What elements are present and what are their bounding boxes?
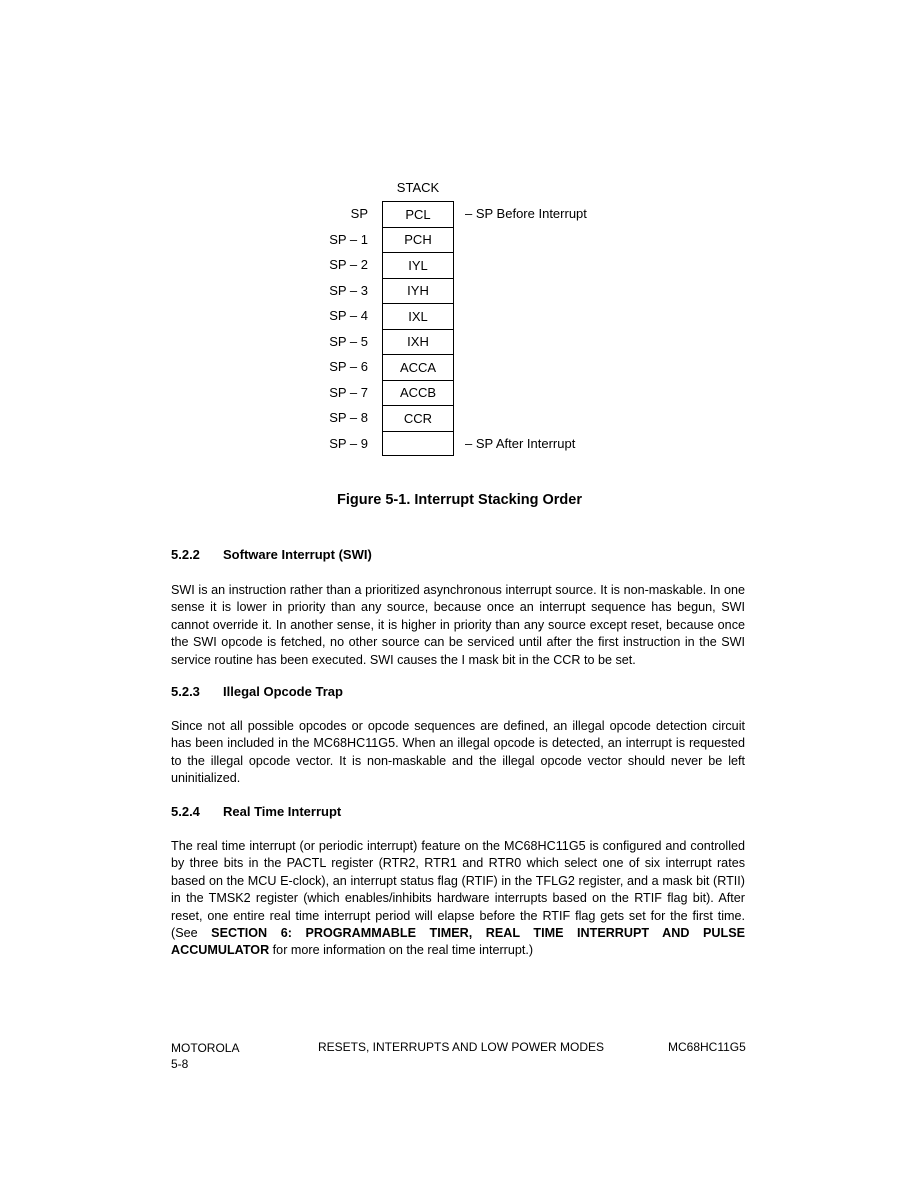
sp-label: SP – 2: [329, 257, 368, 273]
section-cross-reference: SECTION 6: PROGRAMMABLE TIMER, REAL TIME INTERRUPT AND PULSE ACCUMULATOR: [171, 926, 746, 958]
section-paragraph: SWI is an instruction rather than a prioritized asynchronous interrupt source. It is non-maskable. In one sense it is lower in priority than any source, because once an interrupt sequence has begun, SWI cannot override it. In another sense, it is higher in priority than any source except reset, because once the SWI opcode is fetched, no other source can be serviced until after the first instruction in the SWI service routine has been executed. SWI causes the I mask bit in the CCR to be set.: [171, 583, 745, 667]
section-number: 5.2.4: [171, 804, 200, 819]
stack-cell: ACCA: [383, 355, 453, 381]
sp-label: SP – 9: [329, 435, 368, 451]
section-title: Software Interrupt (SWI): [223, 547, 372, 562]
section-heading: [171, 547, 372, 562]
sp-label: SP – 3: [329, 282, 368, 298]
stack-diagram: [382, 201, 454, 456]
stack-cell-empty: [383, 432, 453, 458]
footer-part-number: MC68HC11G5: [668, 1040, 746, 1054]
sp-label: SP – 4: [329, 308, 368, 324]
stack-cell: IXL: [383, 304, 453, 330]
stack-cell: IXH: [383, 330, 453, 356]
sp-label: SP – 6: [329, 359, 368, 375]
stack-cell: CCR: [383, 406, 453, 432]
paragraph-text: The real time interrupt (or periodic interrupt) feature on the MC68HC11G5 is configured and controlled by three bits in the PACTL register (RTR2, RTR1 and RTR0 which select one of six interrupt rates based on the MCU E-clock), an interrupt status flag (RTIF) in the TFLG2 register, and a mask bit (RTII) in the TMSK2 register (which enables/inhibits hardware interrupts based on the RTIF flag bit). After reset, one entire real time interrupt period will elapse before the RTIF flag gets set for the first time. (See: [171, 839, 745, 941]
section-number: 5.2.3: [171, 684, 200, 699]
stack-cell: PCL: [383, 202, 453, 228]
stack-cell: IYL: [383, 253, 453, 279]
sp-label: SP: [350, 206, 368, 222]
section-heading: [171, 684, 343, 699]
section-number: 5.2.2: [171, 547, 200, 562]
sp-label-column: [300, 201, 368, 456]
footer-brand: MOTOROLA: [171, 1041, 240, 1055]
page-number: 5-8: [171, 1057, 189, 1071]
sp-label: SP – 7: [329, 384, 368, 400]
stack-cell: PCH: [383, 228, 453, 254]
footer-chapter-title: RESETS, INTERRUPTS AND LOW POWER MODES: [318, 1040, 605, 1054]
stack-cell: IYH: [383, 279, 453, 305]
section-paragraph: Since not all possible opcodes or opcode sequences are defined, an illegal opcode detection circuit has been included in the MC68HC11G5. When an illegal opcode is detected, an interrupt is requested to the illegal opcode vector. It is non-maskable and the illegal opcode vector should never be left uninitialized.: [171, 719, 745, 786]
footer-left: [171, 1040, 239, 1072]
stack-title: STACK: [396, 180, 440, 195]
sp-label: SP – 1: [329, 231, 368, 247]
section-heading: [171, 804, 341, 819]
stack-cell: ACCB: [383, 381, 453, 407]
figure-caption: Figure 5-1. Interrupt Stacking Order: [337, 492, 582, 508]
sp-after-note: – SP After Interrupt: [465, 436, 576, 451]
section-title: Illegal Opcode Trap: [223, 684, 343, 699]
sp-before-note: – SP Before Interrupt: [465, 206, 587, 221]
section-paragraph: [171, 838, 745, 960]
section-title: Real Time Interrupt: [223, 804, 342, 819]
sp-label: SP – 8: [329, 410, 368, 426]
sp-label: SP – 5: [329, 333, 368, 349]
paragraph-text: for more information on the real time interrupt.): [269, 943, 534, 958]
